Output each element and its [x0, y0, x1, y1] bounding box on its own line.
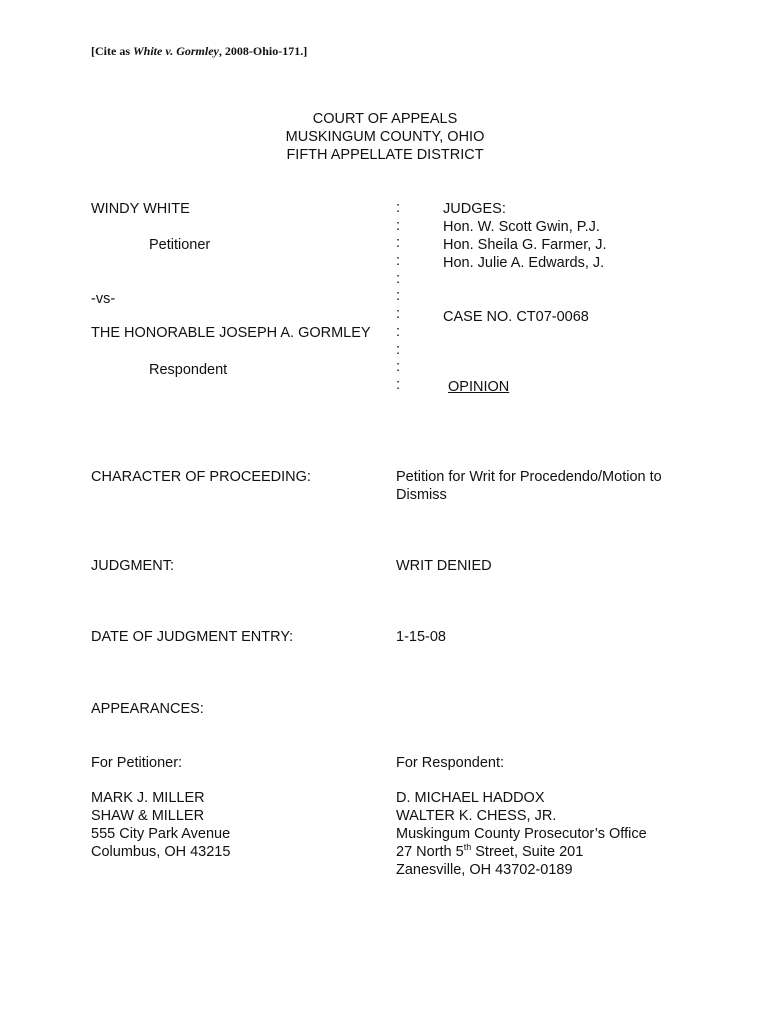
court-county: MUSKINGUM COUNTY, OHIO [285, 129, 485, 145]
street-rest: Street, Suite 201 [471, 844, 584, 860]
court-header [0, 110, 770, 164]
caption-colon-column [396, 200, 400, 395]
citation-case-name: White v. Gormley [133, 44, 219, 58]
respondent-role: Respondent [149, 362, 228, 378]
petitioner-counsel-block [91, 789, 230, 861]
respondent-counsel-heading: For Respondent: [396, 755, 505, 771]
colon-separator: : [396, 376, 401, 393]
counsel-line: 555 City Park Avenue [91, 826, 231, 842]
colon-separator: : [396, 253, 401, 270]
proceeding-value-line: Petition for Writ for Procedendo/Motion to [396, 469, 662, 485]
citation-line [91, 44, 307, 59]
citation-prefix: [Cite as [91, 44, 133, 58]
judges-heading: JUDGES: [443, 201, 506, 217]
ordinal-suffix: th [463, 842, 472, 852]
colon-separator: : [396, 288, 401, 305]
judgment-value: WRIT DENIED [396, 558, 492, 574]
colon-separator: : [396, 200, 401, 216]
colon-separator: : [396, 341, 401, 358]
case-number: CASE NO. CT07-0068 [443, 309, 589, 325]
counsel-line: D. MICHAEL HADDOX [396, 790, 545, 806]
colon-separator: : [396, 235, 401, 252]
colon-separator: : [396, 270, 401, 287]
petitioner-role: Petitioner [149, 237, 211, 253]
court-district: FIFTH APPELLATE DISTRICT [286, 147, 484, 163]
judgment-label: JUDGMENT: [91, 558, 174, 574]
street-number: 27 North 5 [396, 844, 464, 860]
versus-label: -vs- [91, 291, 116, 307]
colon-separator: : [396, 323, 401, 340]
counsel-line: WALTER K. CHESS, JR. [396, 808, 557, 824]
date-label: DATE OF JUDGMENT ENTRY: [91, 629, 294, 645]
proceeding-value-line: Dismiss [396, 487, 447, 503]
counsel-street-line [396, 843, 647, 861]
proceeding-label: CHARACTER OF PROCEEDING: [91, 469, 311, 485]
judges-block [443, 200, 607, 272]
date-value: 1-15-08 [396, 629, 446, 645]
citation-suffix: , 2008-Ohio-171.] [218, 44, 308, 58]
respondent-counsel-block [396, 789, 647, 879]
colon-separator: : [396, 359, 401, 376]
appearances-heading: APPEARANCES: [91, 701, 204, 717]
court-name: COURT OF APPEALS [312, 111, 458, 127]
judge-name: Hon. Sheila G. Farmer, J. [443, 237, 607, 253]
judge-name: Hon. W. Scott Gwin, P.J. [443, 219, 600, 235]
counsel-line: Muskingum County Prosecutor’s Office [396, 826, 647, 842]
petitioner-counsel-heading: For Petitioner: [91, 755, 183, 771]
counsel-line: Columbus, OH 43215 [91, 844, 231, 860]
counsel-line: SHAW & MILLER [91, 808, 205, 824]
colon-separator: : [396, 217, 401, 234]
opinion-title: OPINION [448, 379, 510, 395]
respondent-name: THE HONORABLE JOSEPH A. GORMLEY [91, 325, 371, 341]
petitioner-name: WINDY WHITE [91, 201, 190, 217]
counsel-line: Zanesville, OH 43702-0189 [396, 862, 573, 878]
judge-name: Hon. Julie A. Edwards, J. [443, 255, 605, 271]
colon-separator: : [396, 306, 401, 323]
counsel-line: MARK J. MILLER [91, 790, 205, 806]
proceeding-value [396, 468, 662, 504]
